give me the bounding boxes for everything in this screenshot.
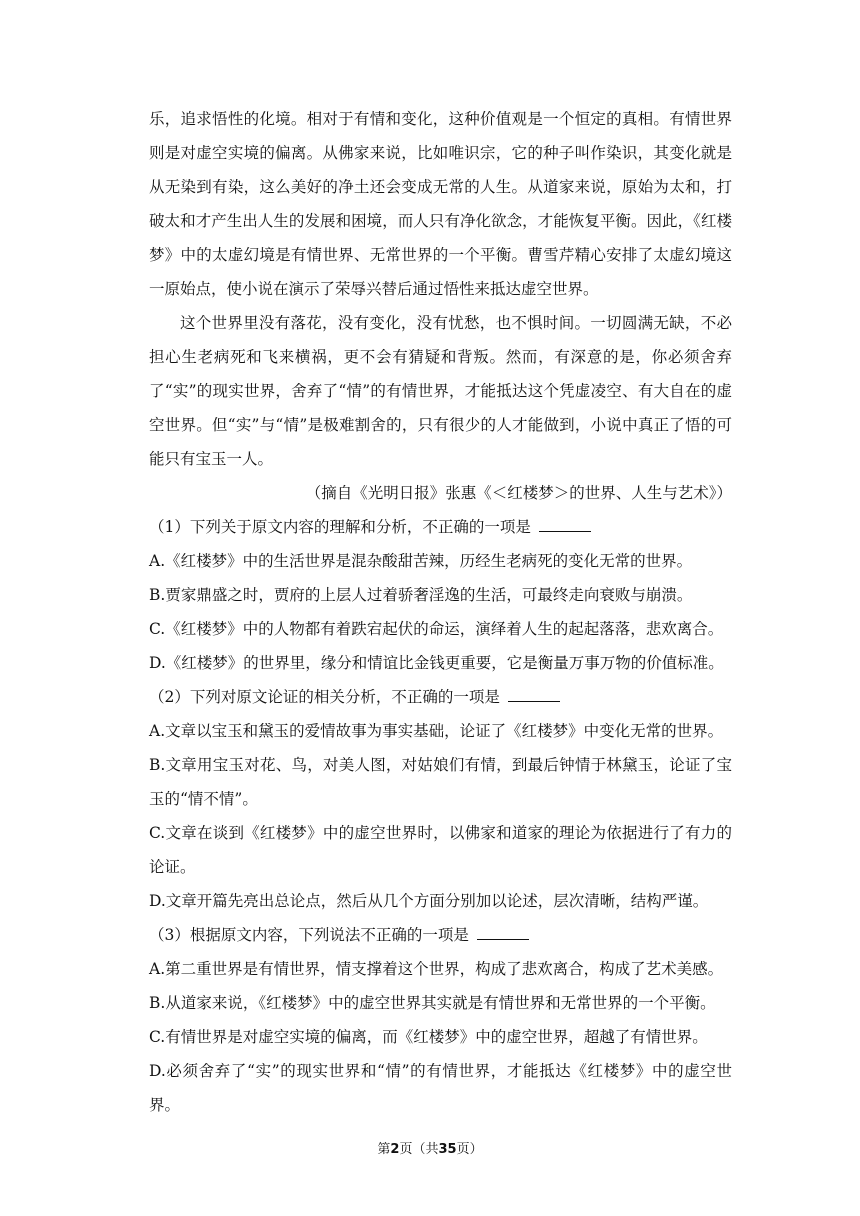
footer-prefix: 第 bbox=[377, 1142, 391, 1157]
question-1 bbox=[149, 510, 732, 680]
body-paragraph-1: 乐，追求悟性的化境。相对于有情和变化，这种价值观是一个恒定的真相。有情世界则是对虚空实境的偏离。从佛家来说，比如唯识宗，它的种子叫作染识，其变化就是从无染到有染，这么美好的净土还会变成无常的人生。从道家来说，原始为太和，打破太和才产生出人生的发展和困境，而人只有净化欲念，才能恢复平衡。因此，《红楼梦》中的太虚幻境是有情世界、无常世界的一个平衡。曹雪芹精心安排了太虚幻境这一原始点，使小说在演示了荣辱兴替后通过悟性来抵达虚空世界。 bbox=[149, 110, 732, 298]
option-b: B.文章用宝玉对花、鸟，对美人图，对姑娘们有情，到最后钟情于林黛玉，论证了宝玉的“情不情”。 bbox=[149, 756, 732, 808]
question-2 bbox=[149, 680, 732, 918]
option-a: A.第二重世界是有情世界，情支撑着这个世界，构成了悲欢离合，构成了艺术美感。 bbox=[149, 960, 724, 978]
source-citation: （摘自《光明日报》张惠《＜红楼梦＞的世界、人生与艺术》） bbox=[305, 484, 732, 502]
question-stem-text: （1）下列关于原文内容的理解和分析，不正确的一项是 bbox=[149, 518, 531, 536]
footer-suffix: 页） bbox=[456, 1142, 483, 1157]
question-stem-text: （2）下列对原文论证的相关分析，不正确的一项是 bbox=[149, 688, 500, 706]
option-c: C.《红楼梦》中的人物都有着跌宕起伏的命运，演绎着人生的起起落落，悲欢离合。 bbox=[149, 620, 724, 638]
footer-page-number: 2 bbox=[390, 1142, 400, 1157]
option-a: A.文章以宝玉和黛玉的爱情故事为事实基础，论证了《红楼梦》中变化无常的世界。 bbox=[149, 722, 724, 740]
option-b: B.贾家鼎盛之时，贾府的上层人过着骄奢淫逸的生活，可最终走向衰败与崩溃。 bbox=[149, 586, 693, 604]
answer-blank[interactable] bbox=[508, 689, 560, 702]
page-footer bbox=[0, 1141, 860, 1159]
question-stem-text: （3）根据原文内容，下列说法不正确的一项是 bbox=[149, 926, 469, 944]
question-3 bbox=[149, 918, 732, 1122]
footer-middle: 页（共 bbox=[399, 1142, 439, 1157]
option-a: A.《红楼梦》中的生活世界是混杂酸甜苦辣，历经生老病死的变化无常的世界。 bbox=[149, 552, 693, 570]
question-stem bbox=[149, 918, 732, 952]
question-stem bbox=[149, 510, 732, 544]
option-c: C.文章在谈到《红楼梦》中的虚空世界时，以佛家和道家的理论为依据进行了有力的论证。 bbox=[149, 824, 732, 876]
body-paragraph-2: 这个世界里没有落花，没有变化，没有忧愁，也不惧时间。一切圆满无缺，不必担心生老病死和飞来横祸，更不会有猜疑和背叛。然而，有深意的是，你必须舍弃了“实”的现实世界，舍弃了“情”的有情世界，才能抵达这个凭虚凌空、有大自在的虚空世界。但“实”与“情”是极难割舍的，只有很少的人才能做到，小说中真正了悟的可能只有宝玉一人。 bbox=[149, 314, 732, 468]
option-b: B.从道家来说，《红楼梦》中的虚空世界其实就是有情世界和无常世界的一个平衡。 bbox=[149, 994, 716, 1012]
footer-total-pages: 35 bbox=[438, 1142, 457, 1157]
document-page bbox=[149, 102, 732, 1122]
option-d: D.文章开篇先亮出总论点，然后从几个方面分别加以论述，层次清晰，结构严谨。 bbox=[149, 892, 709, 910]
option-d: D.必须舍弃了“实”的现实世界和“情”的有情世界，才能抵达《红楼梦》中的虚空世界。 bbox=[149, 1062, 732, 1114]
question-stem bbox=[149, 680, 732, 714]
answer-blank[interactable] bbox=[477, 927, 529, 940]
answer-blank[interactable] bbox=[539, 519, 591, 532]
option-c: C.有情世界是对虚空实境的偏离，而《红楼梦》中的虚空世界，超越了有情世界。 bbox=[149, 1028, 708, 1046]
option-d: D.《红楼梦》的世界里，缘分和情谊比金钱更重要，它是衡量万事万物的价值标准。 bbox=[149, 654, 724, 672]
